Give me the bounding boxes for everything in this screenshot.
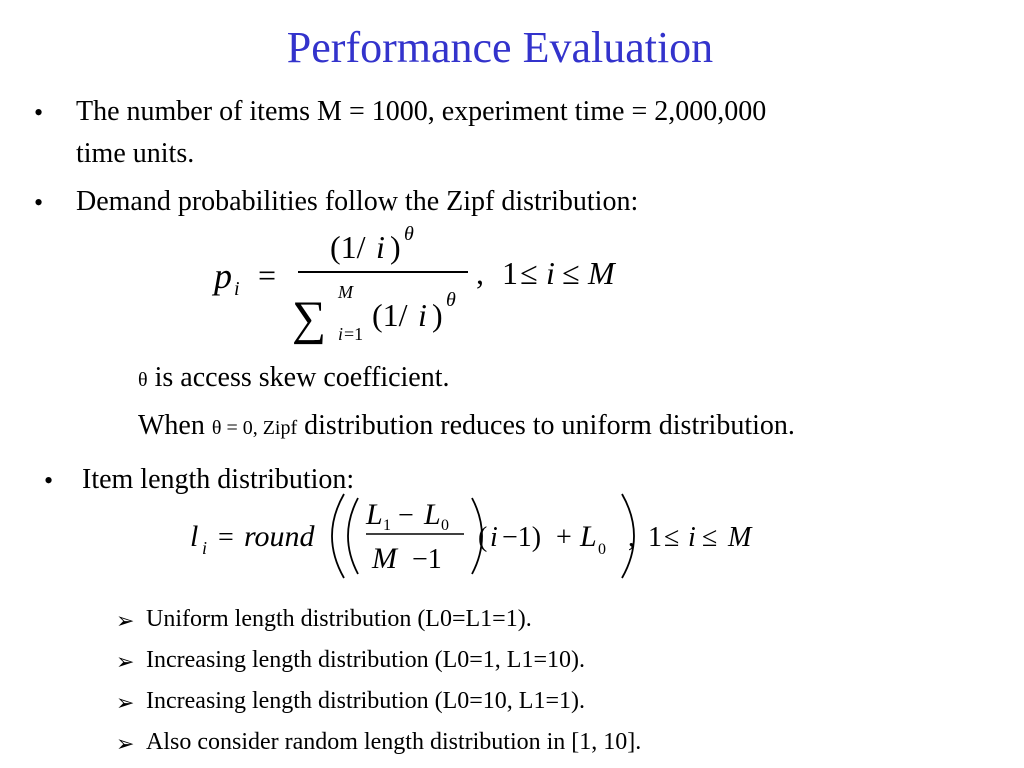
theta-note-text: is access skew coefficient.	[147, 362, 450, 393]
numerator-open: (1/	[330, 229, 366, 265]
sum-symbol: ∑	[292, 292, 327, 345]
uniform-note-text: distribution reduces to uniform distribution.	[297, 410, 795, 441]
theta-symbol: θ	[138, 369, 148, 391]
uniform-note	[138, 406, 795, 448]
uniform-note-theta: θ = 0, Zipf	[211, 417, 298, 439]
numerator-minus: −	[398, 500, 414, 531]
paren-rest: −1)	[502, 522, 542, 553]
numerator-close: )	[390, 229, 401, 265]
sub-bullet-2-text: Increasing length distribution (L0=1, L1=10).	[146, 647, 585, 673]
formula-p: p	[214, 256, 232, 296]
formula-l: l	[190, 520, 199, 553]
bullet-marker: •	[34, 98, 44, 127]
numerator-L1: L	[366, 498, 383, 531]
sub-bullet-4-text: Also consider random length distribution in [1, 10].	[146, 729, 642, 755]
range-le-1: ≤	[664, 522, 680, 553]
formula-comma: ,	[476, 255, 484, 291]
paren-i: i	[490, 522, 498, 553]
range-one: 1	[502, 255, 518, 291]
plus-sign: +	[556, 522, 572, 553]
arrow-bullet-icon: ➢	[116, 608, 135, 633]
slide-title: Performance Evaluation	[286, 23, 714, 72]
range-i: i	[688, 522, 696, 553]
bullet-marker: •	[44, 466, 54, 495]
formula-p-subscript: i	[234, 278, 240, 300]
formula-comma: ,	[628, 522, 635, 553]
theta-note	[138, 358, 450, 400]
bullet-marker: •	[34, 188, 44, 217]
formula-l-subscript: i	[202, 538, 208, 558]
denominator-exponent: θ	[446, 289, 456, 311]
zipf-formula	[200, 222, 670, 352]
formula-equals: =	[218, 522, 234, 553]
numerator-i: i	[376, 229, 385, 265]
L0-term: L	[580, 520, 597, 553]
range-le-2: ≤	[562, 255, 580, 291]
sub-bullet-1-text: Uniform length distribution (L0=L1=1).	[146, 606, 532, 632]
L0-term-subscript: 0	[598, 541, 606, 558]
denominator-i: i	[418, 297, 427, 333]
arrow-bullet-icon: ➢	[116, 649, 135, 674]
length-formula	[180, 486, 780, 586]
denominator-M: M	[372, 542, 397, 575]
inner-left-paren	[348, 498, 358, 574]
range-M: M	[728, 522, 752, 553]
uniform-note-when: When	[138, 410, 212, 441]
sum-lower-i: i	[338, 324, 344, 344]
numerator-L0: L	[424, 498, 441, 531]
bullet-3-text: Item length distribution:	[82, 464, 355, 495]
denominator-open: (1/	[372, 297, 408, 333]
numerator-L0-subscript: 0	[441, 517, 449, 534]
numerator-exponent: θ	[404, 223, 414, 245]
formula-equals: =	[258, 257, 277, 293]
range-M: M	[588, 255, 615, 291]
denominator-close: )	[432, 297, 443, 333]
paren-open: (	[478, 522, 488, 553]
arrow-bullet-icon: ➢	[116, 731, 135, 756]
denominator-minus-one: −1	[412, 544, 442, 575]
numerator-L1-subscript: 1	[383, 517, 391, 534]
outer-left-paren	[332, 494, 344, 578]
bullet-1-line-1: The number of items M = 1000, experiment time = 2,000,000	[76, 96, 767, 127]
sum-upper-limit: M	[338, 282, 353, 302]
arrow-bullet-icon: ➢	[116, 690, 135, 715]
range-le-1: ≤	[520, 255, 538, 291]
range-one: 1	[648, 522, 662, 553]
bullet-1-line-2: time units.	[76, 138, 195, 169]
round-function: round	[244, 520, 315, 553]
bullet-2-text: Demand probabilities follow the Zipf distribution:	[76, 186, 639, 217]
sub-bullet-3-text: Increasing length distribution (L0=10, L1=1).	[146, 688, 585, 714]
range-i: i	[546, 255, 555, 291]
range-le-2: ≤	[702, 522, 718, 553]
sum-lower-rest: =1	[344, 324, 364, 344]
